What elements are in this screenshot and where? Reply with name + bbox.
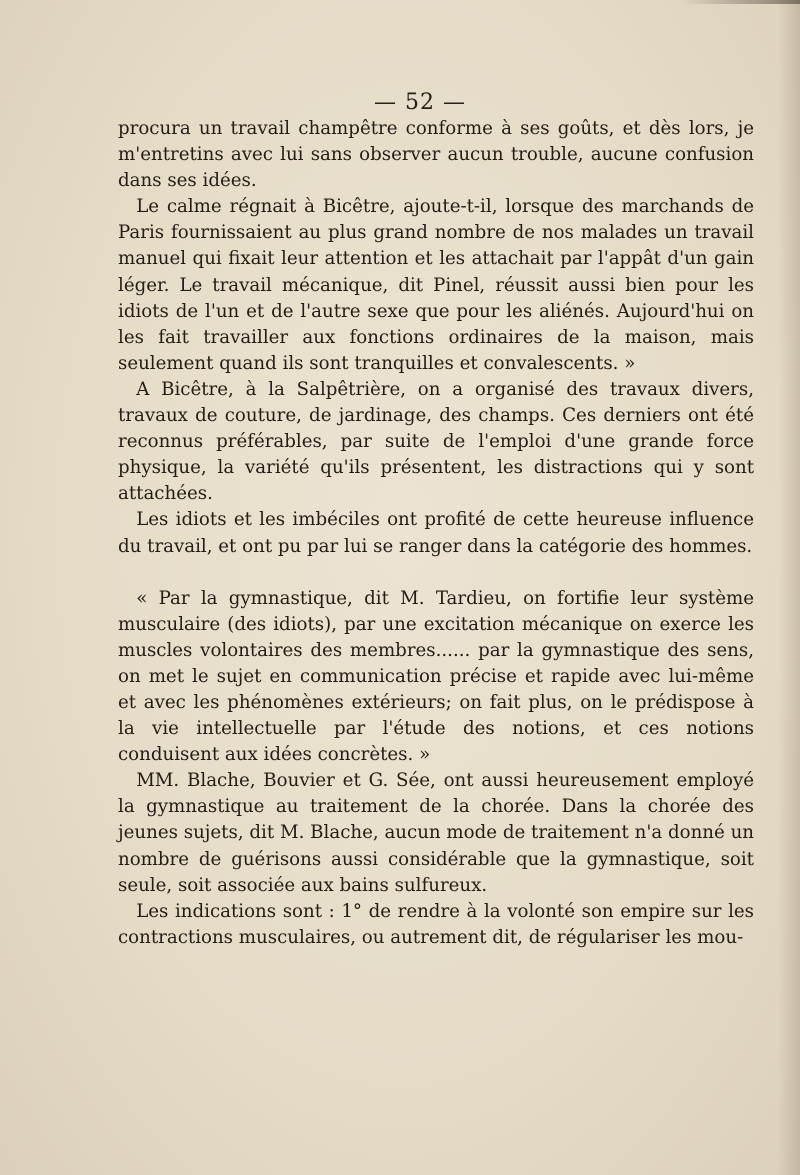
- paragraph-6: MM. Blache, Bouvier et G. Sée, ont aussi heureusement employé la gymnastique au traitement de la chorée. Dans la chorée des jeunes sujets, dit M. Blache, aucun mode de traitement n'a donné un nombre de guérisons aussi considérable que la gymnastique, soit seule, soit associée aux bains sulfureux.: [118, 770, 754, 896]
- paragraph-2: Le calme régnait à Bicêtre, ajoute-t-il, lorsque des marchands de Paris fournissaient au plus grand nombre de nos malades un travail manuel qui fixait leur attention et les attachait par l'appât d'un gain léger. Le travail mécanique, dit Pinel, réussit aussi bien pour les idiots de l'un et de l'autre sexe que pour les aliénés. Aujourd'hui on les fait travailler aux fonctions ordinaires de la maison, mais seulement quand ils sont tranquilles et convalescents. »: [118, 196, 754, 374]
- body-text: [118, 116, 754, 951]
- paragraph-1: procura un travail champêtre conforme à ses goûts, et dès lors, je m'entretins avec lui sans observer aucun trouble, aucune confusion dans ses idées.: [118, 118, 754, 192]
- paragraph-3: A Bicêtre, à la Salpêtrière, on a organisé des travaux divers, travaux de couture, de jardinage, des champs. Ces derniers ont été reconnus préférables, par suite de l'emploi d'une grande force physique, la variété qu'ils présentent, les distractions qui y sont attachées.: [118, 378, 754, 505]
- page-edge-shadow: [778, 0, 800, 1175]
- paragraph-5: « Par la gymnastique, dit M. Tardieu, on fortifie leur système musculaire (des idiots), par une excitation mécanique on exerce les muscles volontaires des membres...... par la gymnastique des sens, on met le sujet en communication précise et rapide avec lui-même et avec les phénomènes extérieurs; on fait plus, on le prédispose à la vie intellectuelle par l'étude des notions, et ces notions conduisent aux idées concrètes. »: [118, 587, 754, 766]
- page-number: — 52 —: [374, 90, 466, 115]
- paragraph-4: Les idiots et les imbéciles ont profité de cette heureuse influence du travail, et ont pu par lui se ranger dans la catégorie des hommes.: [118, 509, 754, 557]
- paragraph-7: Les indications sont : 1° de rendre à la volonté son empire sur les contractions musculaires, ou autrement dit, de régulariser les mou-: [118, 900, 754, 948]
- scan-corner-mark: [680, 0, 800, 4]
- paragraph-gap: [118, 560, 754, 586]
